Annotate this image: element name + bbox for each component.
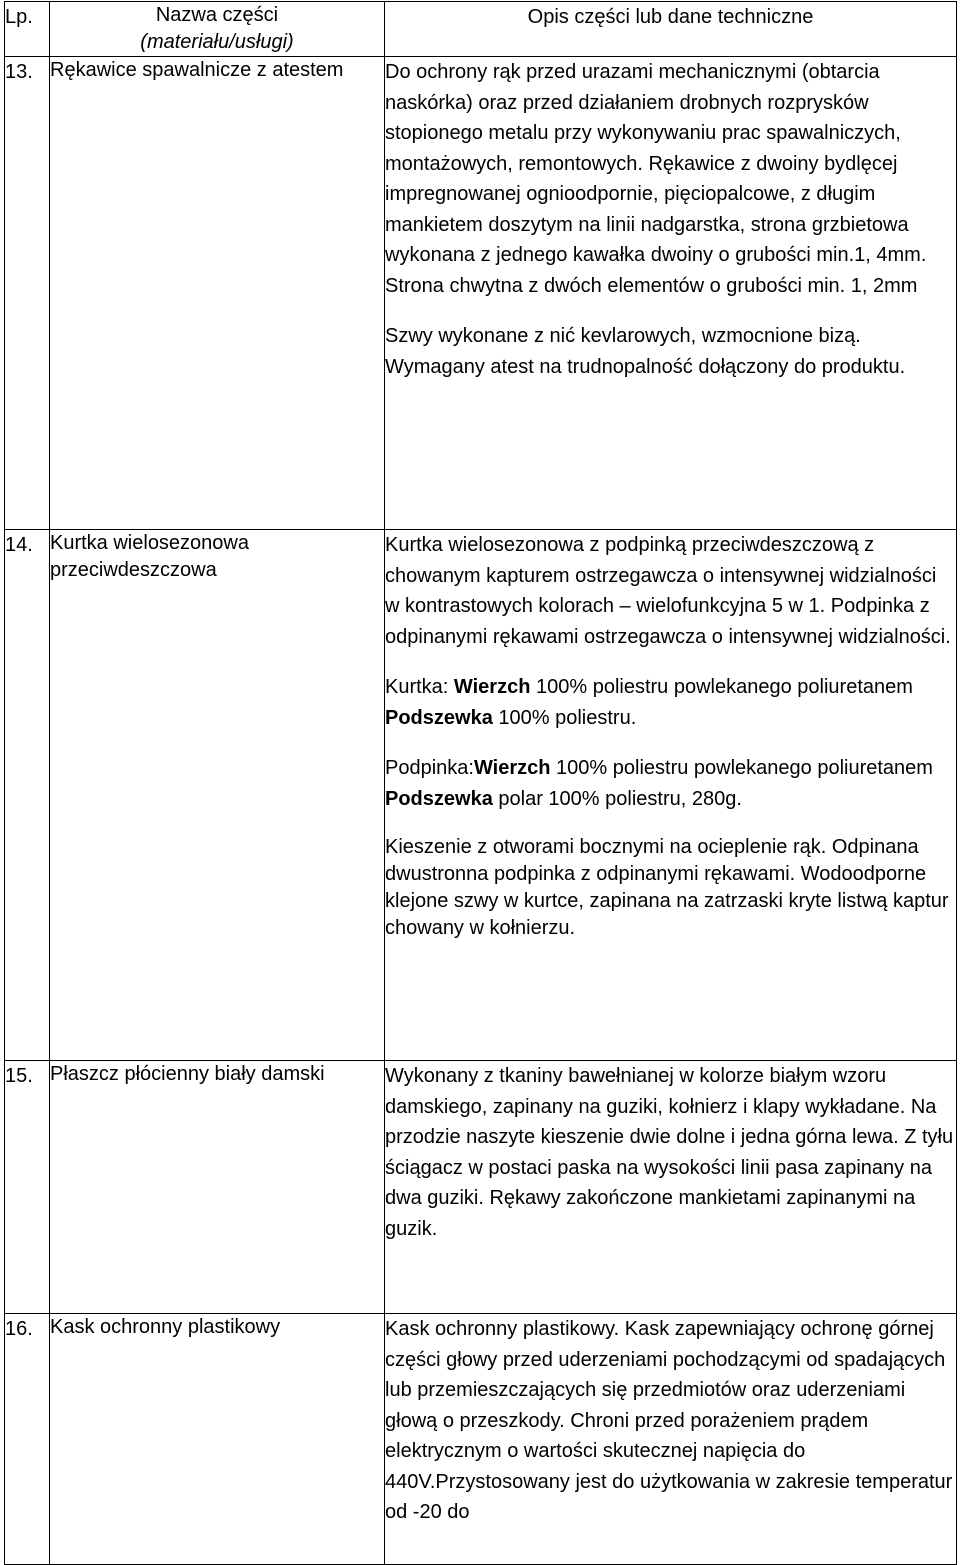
row-description [385, 57, 957, 530]
header-name [50, 2, 385, 57]
wierzch-label: Wierzch [473, 757, 551, 779]
description-paragraph: Kurtka wielosezonowa z podpinką przeciwdeszczową z chowanym kapturem ostrzegawcza o intensywnej widzialności w kontrastowych kolorach – wielofunkcyjna 5 w 1. Podpinka z odpinanymi rękawami ostrzegawcza o intensywnej widzialności. [385, 534, 951, 648]
table-row [5, 1061, 957, 1314]
row-name: Płaszcz płócienny biały damski [50, 1061, 385, 1314]
row-number: 14. [5, 530, 50, 1061]
kurtka-podszewka-text: 100% poliestru. [498, 706, 637, 729]
specification-table [4, 1, 957, 1565]
description-paragraph-kurtka [385, 672, 956, 733]
podpinka-podszewka-text: polar 100% poliestru, 280g. [498, 787, 742, 810]
row-name: Kask ochronny plastikowy [50, 1314, 385, 1565]
row-name: Kurtka wielosezonowa przeciwdeszczowa [50, 530, 385, 1061]
kurtka-label: Kurtka: [385, 676, 449, 698]
table-row [5, 530, 957, 1061]
podszewka-label: Podszewka [385, 706, 493, 729]
row-number: 16. [5, 1314, 50, 1565]
podpinka-label: Podpinka: [385, 757, 474, 779]
row-number: 13. [5, 57, 50, 530]
kurtka-wierzch-text: 100% poliestru powlekanego poliuretanem [536, 676, 913, 698]
description-paragraph: Kieszenie z otworami bocznymi na ocieplenie rąk. Odpinana dwustronna podpinka z odpinanymi rękawami. Wodoodporne klejone szwy w kurtce, zapinana na zatrzaski kryte listwą kaptur chowany w kołnierzu. [385, 836, 949, 939]
header-lp: Lp. [5, 2, 50, 57]
header-name-title: Nazwa części [155, 4, 279, 26]
row-description [385, 1061, 957, 1314]
table-row [5, 57, 957, 530]
description-paragraph-podpinka [385, 753, 956, 814]
description-paragraph: Do ochrony rąk przed urazami mechanicznymi (obtarcia naskórka) oraz przed działaniem drobnych rozprysków stopionego metalu przy wykonywaniu prac spawalniczych, montażowych, remontowych. Rękawice z dwoiny bydlęcej impregnowanej ognioodpornie, pięciopalcowe, z długim mankietem doszytym na linii nadgarstka, strona grzbietowa wykonana z jednego kawałka dwoiny o grubości min.1, 4mm. Strona chwytna z dwóch elementów o grubości min. 1, 2mm [385, 61, 927, 297]
description-paragraph: Wykonany z tkaniny bawełnianej w kolorze białym wzoru damskiego, zapinany na guziki, kołnierz i klapy wykładane. Na przodzie naszyte kieszenie dwie dolne i jedna górna lewa. Z tyłu ściągacz w postaci paska na wysokości linii pasa zapinany na dwa guziki. Rękawy zakończone mankietami zapinanymi na guzik. [385, 1065, 954, 1240]
row-name: Rękawice spawalnicze z atestem [50, 57, 385, 530]
podszewka-label: Podszewka [385, 787, 493, 810]
header-description: Opis części lub dane techniczne [385, 2, 957, 57]
description-paragraph: Kask ochronny plastikowy. Kask zapewniający ochronę górnej części głowy przed uderzeniami pochodzącymi od spadających lub przemieszczających się przedmiotów oraz uderzeniami głową o przeszkody. Chroni przed porażeniem prądem elektrycznym o wartości skutecznej napięcia do 440V.Przystosowany jest do użytkowania w zakresie temperatur od -20 do [385, 1318, 953, 1523]
table-header-row [5, 2, 957, 57]
header-name-subtitle: (materiału/usługi) [140, 31, 294, 53]
table-row [5, 1314, 957, 1565]
row-number: 15. [5, 1061, 50, 1314]
row-description [385, 1314, 957, 1565]
row-description [385, 530, 957, 1061]
description-paragraph: Szwy wykonane z nić kevlarowych, wzmocnione bizą. Wymagany atest na trudnopalność dołączony do produktu. [385, 325, 906, 378]
podpinka-wierzch-text: 100% poliestru powlekanego poliuretanem [556, 757, 933, 779]
wierzch-label: Wierzch [453, 676, 531, 698]
